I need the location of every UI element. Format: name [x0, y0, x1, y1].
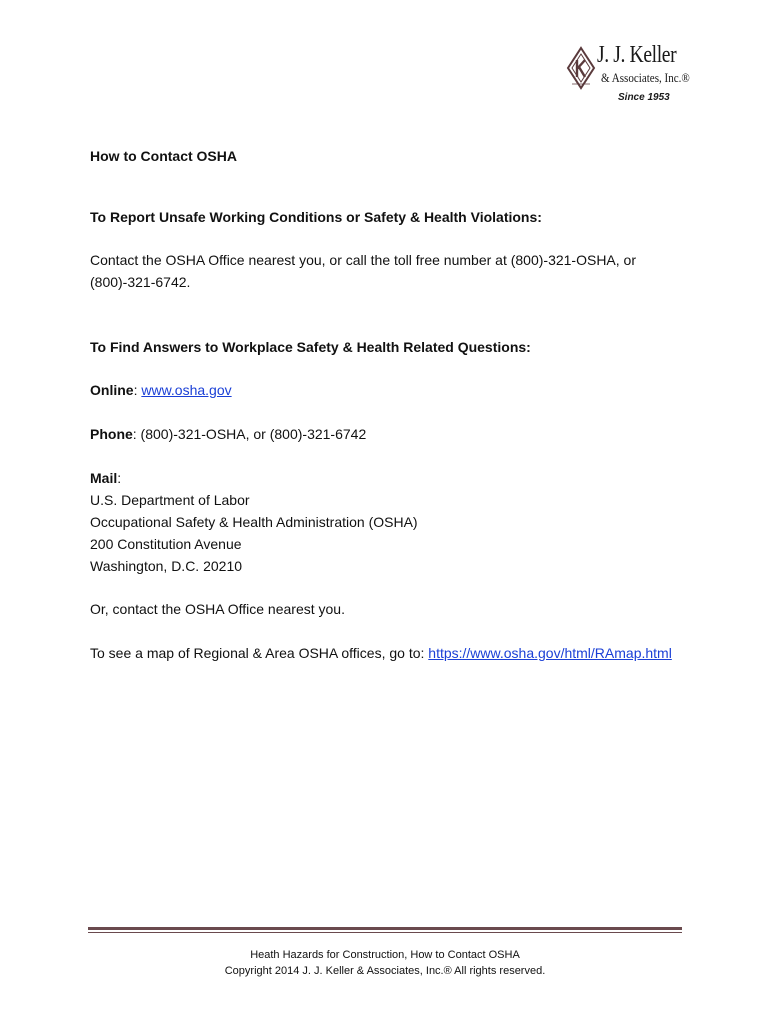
online-colon: :: [133, 382, 142, 398]
online-row: [90, 379, 232, 401]
report-text-line-1: Contact the OSHA Office nearest you, or call the toll free number at (800)-321-OSHA, or: [90, 252, 636, 268]
footer-divider-thin: [88, 932, 682, 933]
footer-divider-thick: [88, 927, 682, 930]
company-logo: [566, 44, 696, 106]
nearest-office-text: Or, contact the OSHA Office nearest you.: [90, 601, 345, 617]
answers-heading: To Find Answers to Workplace Safety & Health Related Questions:: [90, 339, 531, 355]
map-row: [90, 642, 672, 664]
report-heading: To Report Unsafe Working Conditions or Safety & Health Violations:: [90, 209, 542, 225]
footer-line-1: Heath Hazards for Construction, How to Contact OSHA: [250, 949, 520, 961]
phone-value: : (800)-321-OSHA, or (800)-321-6742: [132, 426, 367, 442]
mail-colon: :: [117, 470, 122, 486]
logo-since: Since 1953: [618, 92, 670, 103]
osha-map-link[interactable]: https://www.osha.gov/html/RAmap.html: [428, 645, 672, 661]
page-title: How to Contact OSHA: [90, 148, 237, 164]
footer-line-2: Copyright 2014 J. J. Keller & Associates, Inc.® All rights reserved.: [224, 965, 546, 977]
logo-company-subtitle: & Associates, Inc.®: [601, 70, 690, 85]
logo-company-name: J. J. Keller: [597, 42, 677, 68]
keller-k-icon: [566, 46, 596, 90]
mail-address-line: Washington, D.C. 20210: [90, 558, 243, 574]
report-text-line-2: (800)-321-6742.: [90, 274, 191, 290]
mail-address-line: Occupational Safety & Health Administration (OSHA): [90, 514, 418, 530]
mail-row: [90, 467, 121, 489]
phone-row: [90, 423, 366, 445]
mail-label: Mail: [90, 470, 118, 486]
osha-website-link[interactable]: www.osha.gov: [141, 382, 232, 398]
mail-address-line: U.S. Department of Labor: [90, 492, 250, 508]
online-label: Online: [90, 382, 134, 398]
phone-label: Phone: [90, 426, 133, 442]
map-text: To see a map of Regional & Area OSHA offices, go to:: [90, 645, 429, 661]
mail-address-line: 200 Constitution Avenue: [90, 536, 242, 552]
